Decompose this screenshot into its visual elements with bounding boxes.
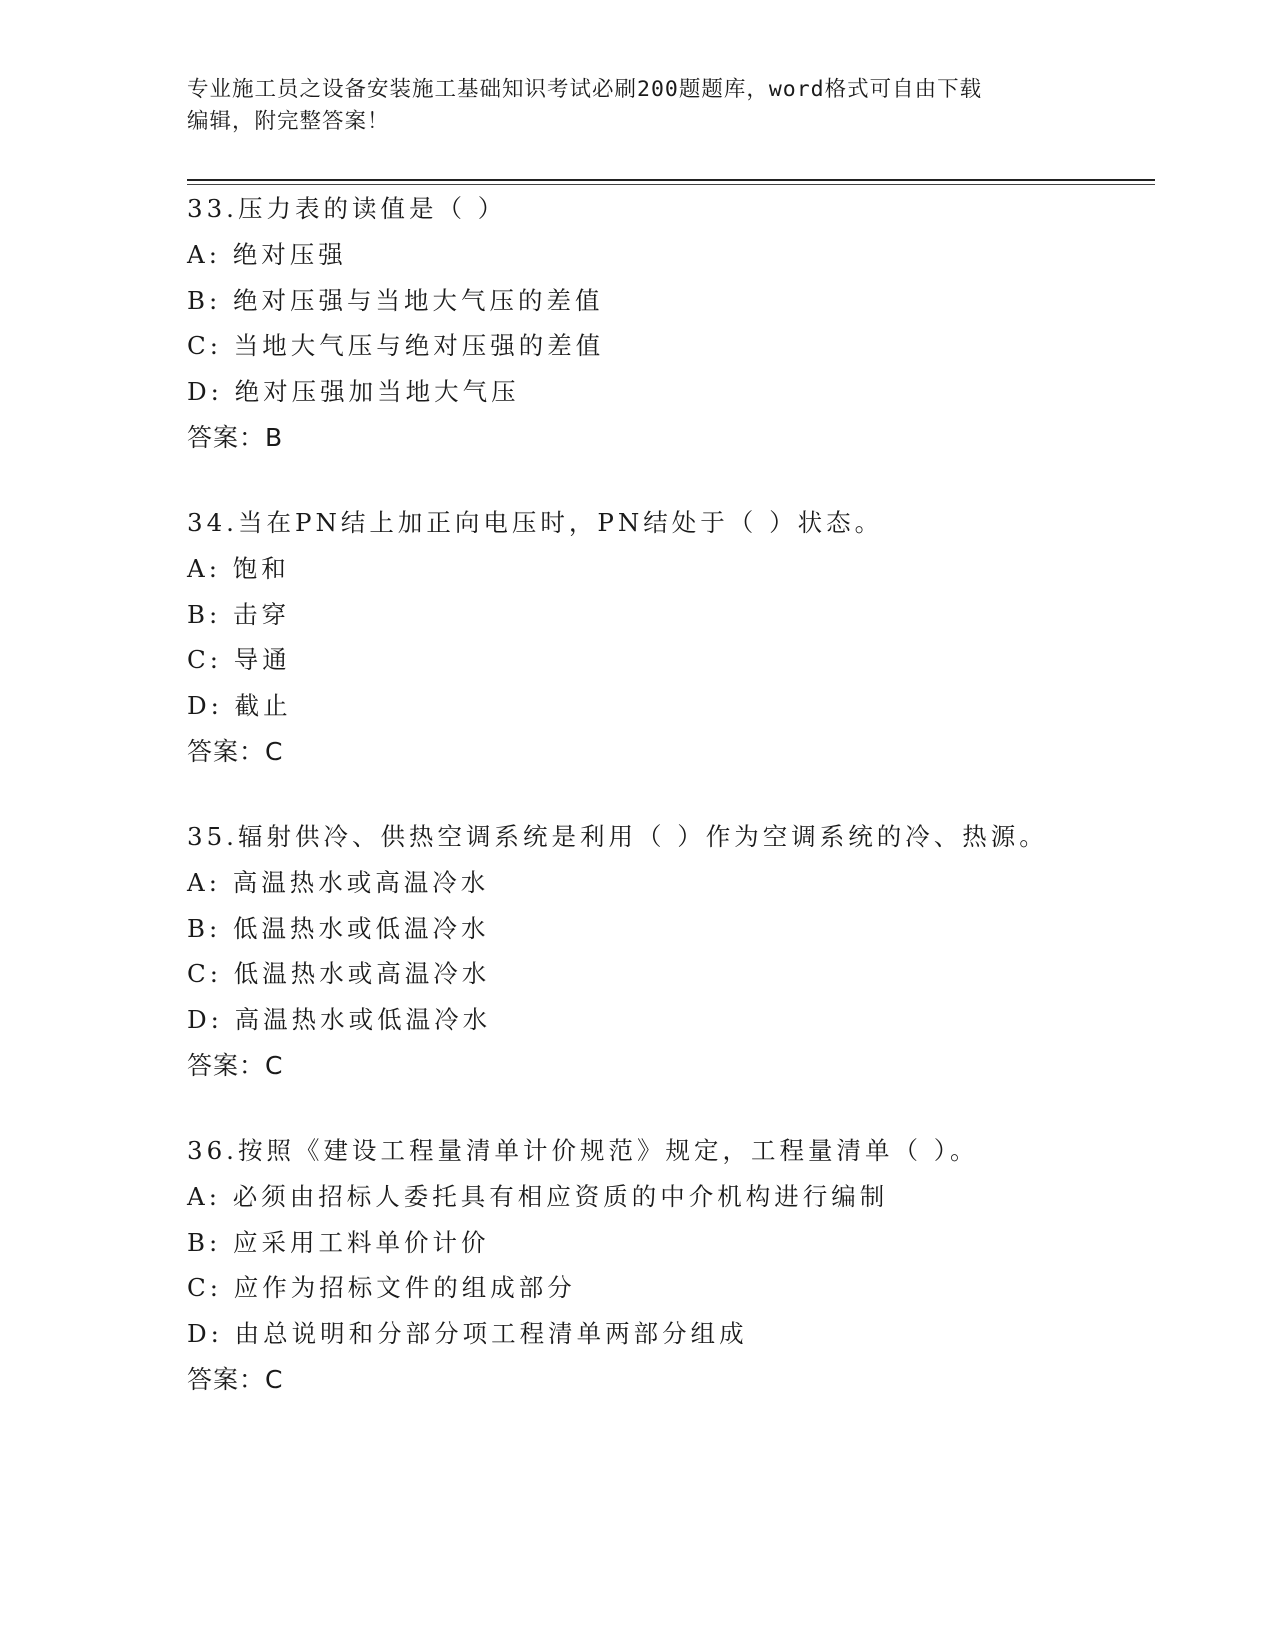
question-stem: 34.当在PN结上加正向电压时，PN结处于（ ）状态。: [187, 508, 884, 537]
option-d: D: 截止: [187, 691, 292, 721]
option-c: C: 当地大气压与绝对压强的差值: [187, 331, 605, 361]
option-b: B: 低温热水或低温冷水: [187, 913, 490, 943]
option-d: D: 绝对压强加当地大气压: [187, 377, 520, 407]
question-stem: 33.压力表的读值是（ ）: [187, 194, 507, 223]
option-a: A: 绝对压强: [187, 239, 347, 269]
question-33: [187, 186, 1155, 461]
question-36: [187, 1128, 1155, 1403]
option-a: A: 必须由招标人委托具有相应资质的中介机构进行编制: [187, 1181, 889, 1211]
option-b: B: 击穿: [187, 599, 291, 629]
header-line-2: 编辑，附完整答案！: [187, 109, 390, 134]
header-divider-thin: [187, 184, 1155, 185]
answer: 答案：C: [187, 736, 284, 766]
option-a: A: 饱和: [187, 553, 290, 583]
document-header: [187, 74, 1067, 138]
option-c: C: 低温热水或高温冷水: [187, 959, 491, 989]
question-stem: 36.按照《建设工程量清单计价规范》规定，工程量清单（ ）。: [187, 1136, 979, 1165]
option-d: D: 由总说明和分部分项工程清单两部分组成: [187, 1319, 748, 1349]
answer: 答案：C: [187, 1364, 284, 1394]
question-stem: 35.辐射供冷、供热空调系统是利用（ ）作为空调系统的冷、热源。: [187, 822, 1048, 851]
header-line-1: 专业施工员之设备安装施工基础知识考试必刷200题题库，word格式可自由下载: [187, 77, 983, 102]
option-b: B: 应采用工料单价计价: [187, 1227, 490, 1257]
answer: 答案：B: [187, 422, 284, 452]
header-divider-thick: [187, 179, 1155, 181]
question-35: [187, 814, 1155, 1089]
option-d: D: 高温热水或低温冷水: [187, 1005, 492, 1035]
option-a: A: 高温热水或高温冷水: [187, 867, 490, 897]
question-34: [187, 500, 1155, 775]
option-b: B: 绝对压强与当地大气压的差值: [187, 285, 604, 315]
answer: 答案：C: [187, 1050, 284, 1080]
option-c: C: 导通: [187, 645, 291, 675]
option-c: C: 应作为招标文件的组成部分: [187, 1273, 576, 1303]
